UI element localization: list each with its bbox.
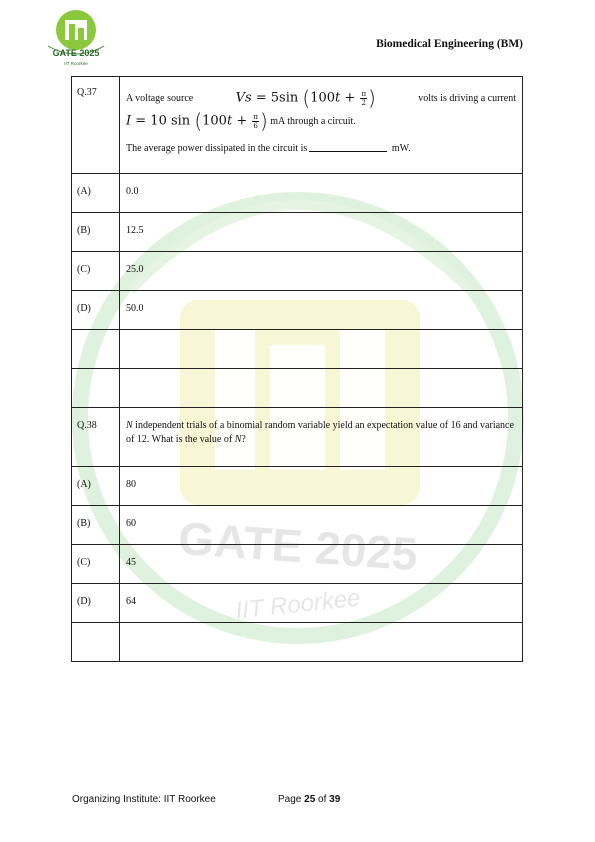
q37-text-d: The average power dissipated in the circuit is bbox=[126, 143, 308, 154]
page-total: 39 bbox=[329, 794, 341, 805]
question-table bbox=[71, 76, 523, 662]
page-of: of bbox=[318, 794, 327, 805]
watermark-subtitle: IIT Roorkee bbox=[234, 584, 362, 625]
footer-institute: Organizing Institute: IIT Roorkee bbox=[72, 794, 216, 805]
option-value: 12.5 bbox=[126, 225, 144, 236]
option-row bbox=[72, 584, 523, 623]
watermark-title: GATE 2025 bbox=[176, 511, 420, 581]
option-value: 60 bbox=[126, 518, 136, 529]
question-text bbox=[126, 408, 516, 447]
q37-text-a: A voltage source bbox=[126, 92, 194, 104]
q38-var-end: N bbox=[234, 434, 242, 445]
option-row bbox=[72, 545, 523, 584]
logo-text: GATE 2025 bbox=[52, 48, 100, 58]
option-label: (D) bbox=[77, 303, 91, 314]
q37-unit: mW. bbox=[391, 143, 411, 154]
option-row bbox=[72, 174, 523, 213]
page-current: 25 bbox=[304, 794, 316, 805]
page-number bbox=[278, 794, 340, 805]
q38-qmark: ? bbox=[241, 434, 246, 445]
option-value: 80 bbox=[126, 479, 136, 490]
logo-subtext: IIT Roorkee bbox=[64, 61, 88, 66]
option-value: 25.0 bbox=[126, 264, 144, 275]
option-value: 45 bbox=[126, 557, 136, 568]
answer-blank bbox=[309, 151, 387, 152]
question-row bbox=[72, 408, 523, 467]
option-label: (C) bbox=[77, 264, 91, 275]
current-expression: I = 10 sin (100t + $\frac{\pi}{6}$ ) bbox=[126, 109, 268, 133]
q37-text-b: volts is driving a current bbox=[418, 92, 516, 104]
option-row bbox=[72, 252, 523, 291]
blank-row bbox=[72, 369, 523, 408]
question-text bbox=[120, 77, 523, 174]
blank-row bbox=[72, 623, 523, 662]
option-label: (C) bbox=[77, 557, 91, 568]
option-row bbox=[72, 467, 523, 506]
option-value: 0.0 bbox=[126, 186, 139, 197]
subject-header: Biomedical Engineering (BM) bbox=[376, 38, 523, 50]
q38-var: N bbox=[126, 420, 133, 431]
option-row bbox=[72, 291, 523, 330]
option-label: (A) bbox=[77, 186, 91, 197]
option-row bbox=[72, 506, 523, 545]
gate-logo bbox=[40, 6, 112, 68]
option-value: 64 bbox=[126, 596, 136, 607]
voltage-expression: Vs = 5sin (100t + $\frac{\pi}{2}$ ) bbox=[235, 86, 376, 110]
page-word: Page bbox=[278, 794, 302, 805]
option-label: (B) bbox=[77, 518, 91, 529]
option-label: (B) bbox=[77, 225, 91, 236]
option-row bbox=[72, 213, 523, 252]
option-label: (A) bbox=[77, 479, 91, 490]
option-label: (D) bbox=[77, 596, 91, 607]
question-row bbox=[72, 77, 523, 174]
question-number: Q.38 bbox=[77, 420, 97, 431]
blank-row bbox=[72, 330, 523, 369]
question-number: Q.37 bbox=[77, 87, 97, 98]
q37-text-c: mA through a circuit. bbox=[270, 115, 356, 127]
option-value: 50.0 bbox=[126, 303, 144, 314]
q38-text: independent trials of a binomial random variable yield an expectation value of 16 and variance of 12. What is the value of bbox=[126, 420, 514, 445]
